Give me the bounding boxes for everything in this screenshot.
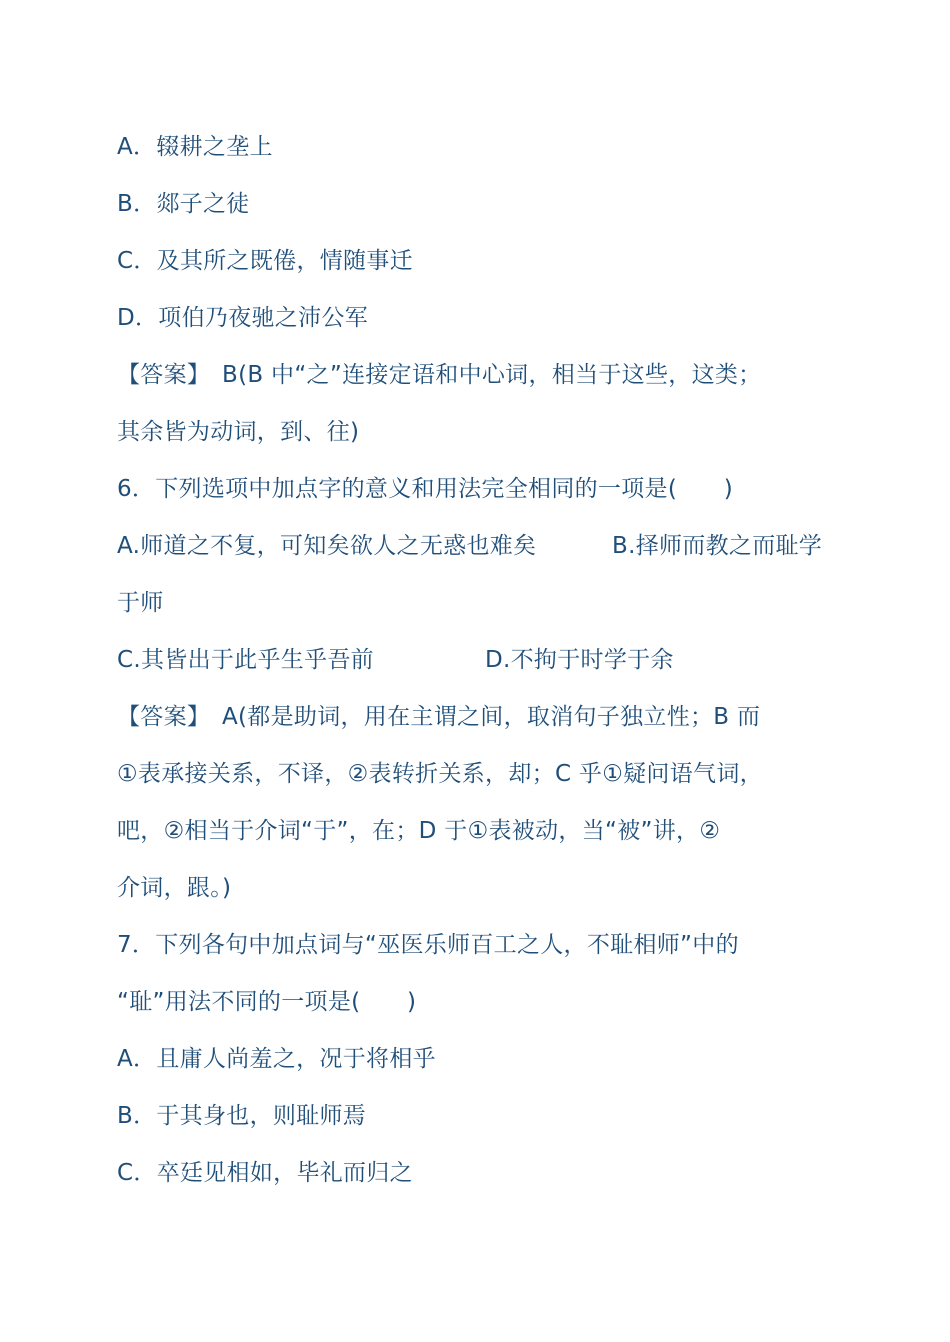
q7-option-c: C．卒廷见相如，毕礼而归之 bbox=[117, 1160, 413, 1186]
q6-option-a: A.师道之不复，可知矣欲人之无惑也难矣 bbox=[117, 533, 537, 559]
q7-stem-line-1: 7．下列各句中加点词与“巫医乐师百工之人，不耻相师”中的 bbox=[117, 932, 739, 958]
q6-answer-line-2: ①表承接关系，不译，②表转折关系，却；C 乎①疑问语气词， bbox=[117, 761, 763, 787]
q6-stem: 6．下列选项中加点字的意义和用法完全相同的一项是( ) bbox=[117, 476, 733, 502]
q6-answer-line-4: 介词，跟。) bbox=[117, 875, 232, 901]
q5-answer-line-2: 其余皆为动词，到、往) bbox=[117, 419, 360, 445]
q6-options-cd-row bbox=[117, 645, 674, 675]
q6-option-b-continued: 于师 bbox=[117, 590, 164, 616]
q6-option-c: C.其皆出于此乎生乎吾前 bbox=[117, 647, 374, 673]
q5-option-c: C．及其所之既倦，情随事迁 bbox=[117, 248, 413, 274]
q5-option-d: D．项伯乃夜驰之沛公军 bbox=[117, 305, 369, 331]
q7-option-b: B．于其身也，则耻师焉 bbox=[117, 1103, 367, 1129]
q5-option-b: B．郯子之徒 bbox=[117, 191, 250, 217]
q6-answer-line-1: 【答案】 A(都是助词，用在主谓之间，取消句子独立性；B 而 bbox=[117, 704, 761, 730]
q5-option-a: A．辍耕之垄上 bbox=[117, 134, 273, 160]
q7-stem-line-2: “耻”用法不同的一项是( ) bbox=[117, 989, 417, 1015]
q7-option-a: A．且庸人尚羞之，况于将相乎 bbox=[117, 1046, 436, 1072]
q6-options-ab-row bbox=[117, 531, 822, 561]
q6-answer-line-3: 吧，②相当于介词“于”，在；D 于①表被动，当“被”讲，② bbox=[117, 818, 721, 844]
q6-option-d: D.不拘于时学于余 bbox=[485, 647, 674, 673]
q6-option-b: B.择师而教之而耻学 bbox=[612, 533, 823, 559]
q5-answer-line-1: 【答案】 B(B 中“之”连接定语和中心词，相当于这些，这类； bbox=[117, 362, 762, 388]
